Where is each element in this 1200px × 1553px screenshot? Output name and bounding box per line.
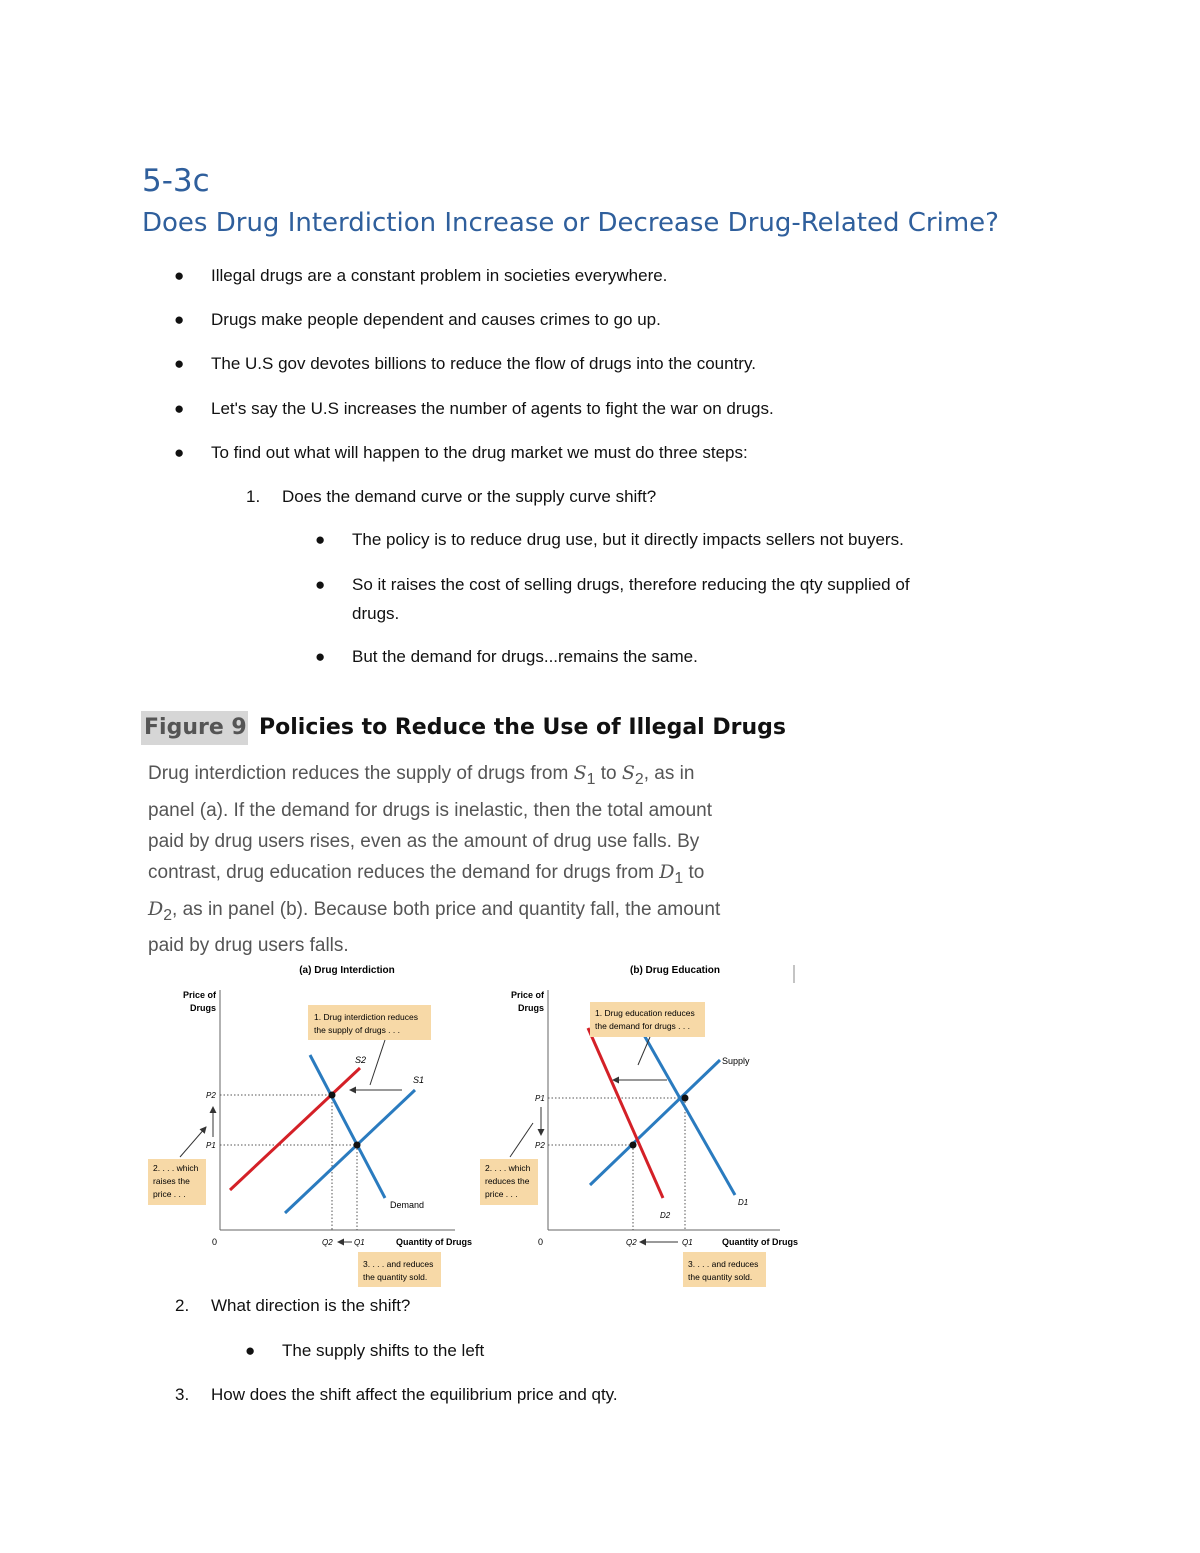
panel-a-annotation-1-leader — [370, 1040, 385, 1085]
panel-a-annotation-2: 2. . . . which — [153, 1163, 199, 1173]
panel-b-ylabel: Drugs — [517, 1003, 544, 1013]
panel-b-title: (b) Drug Education — [630, 965, 720, 976]
panel-a-p2-tick: P2 — [206, 1091, 216, 1100]
panel-a-demand-label: Demand — [390, 1200, 425, 1210]
panel-a-xlabel: Quantity of Drugs — [396, 1237, 472, 1247]
panel-b-annotation-3: the quantity sold. — [688, 1272, 753, 1282]
step-3: 3. How does the shift affect the equilibrium price and qty. — [175, 1385, 618, 1404]
panel-b-annotation-1-leader — [638, 1037, 650, 1065]
panel-a-s1-label: S1 — [413, 1075, 425, 1085]
bullet-icon: ● — [174, 354, 185, 373]
panel-a-price-arrow — [180, 1127, 206, 1157]
figure-caption: Drug interdiction reduces the supply of drugs from $S_1$ to $S_2$, as in panel (a). If the demand for drugs is inelastic, then the total amount paid by drug users rises, even as the amount of drug use falls. By contrast, drug education reduces the demand for drugs from $D_1$ to $D_2$, as in panel (b). Because both price and quantity fall, the amount paid by drug users falls. — [148, 762, 721, 957]
panel-b-d1-curve — [640, 1028, 735, 1195]
panel-a-ylabel: Drugs — [189, 1003, 216, 1013]
list-item: ● But the demand for drugs...remains the same. — [352, 643, 698, 671]
step-1: 1. Does the demand curve or the supply curve shift? — [246, 487, 657, 506]
section-number: 5-3c — [142, 163, 210, 199]
panel-b-annotation-2: price . . . — [485, 1189, 518, 1199]
bullet-icon: ● — [174, 443, 185, 462]
panel-a-equilibrium-old — [354, 1142, 361, 1149]
panel-a — [148, 965, 472, 1287]
panel-a-q1-tick: Q1 — [354, 1238, 365, 1247]
panel-b — [480, 965, 798, 1287]
panel-a-origin: 0 — [212, 1237, 218, 1247]
bullet-icon: ● — [315, 575, 326, 594]
figure-label: Figure 9 — [141, 711, 248, 745]
panel-b-p1-tick: P1 — [535, 1094, 545, 1103]
panel-b-xlabel: Quantity of Drugs — [722, 1237, 798, 1247]
panel-a-q2-tick: Q2 — [322, 1238, 333, 1247]
panel-a-s2-label: S2 — [355, 1055, 367, 1065]
bullet-icon: ● — [315, 530, 326, 549]
panel-b-ylabel: Price of — [510, 990, 544, 1000]
bullet-icon: ● — [245, 1341, 256, 1360]
panel-b-d2-label: D2 — [660, 1211, 671, 1220]
panel-a-p1-tick: P1 — [206, 1141, 216, 1150]
list-item: ● The policy is to reduce drug use, but it directly impacts sellers not buyers. — [352, 526, 904, 554]
panel-b-annotation-2: 2. . . . which — [485, 1163, 531, 1173]
panel-b-q1-tick: Q1 — [682, 1238, 693, 1247]
list-item: ● The supply shifts to the left — [282, 1337, 484, 1365]
panel-a-annotation-2: price . . . — [153, 1189, 186, 1199]
panel-b-annotation-3: 3. . . . and reduces — [688, 1259, 759, 1269]
panel-b-p2-tick: P2 — [535, 1141, 545, 1150]
figure-charts — [140, 955, 800, 1295]
list-item: ● To find out what will happen to the drug market we must do three steps: — [211, 439, 748, 467]
bullet-icon: ● — [174, 399, 185, 418]
list-item: ● Let's say the U.S increases the number of agents to fight the war on drugs. — [211, 395, 774, 423]
panel-b-d2-curve — [588, 1028, 663, 1198]
panel-a-equilibrium-new — [329, 1092, 336, 1099]
panel-a-demand-curve — [310, 1055, 385, 1198]
panel-b-d1-label: D1 — [738, 1198, 749, 1207]
panel-a-annotation-1: the supply of drugs . . . — [314, 1025, 400, 1035]
panel-a-ylabel: Price of — [182, 990, 216, 1000]
step-2: 2. What direction is the shift? — [175, 1296, 411, 1315]
panel-b-origin: 0 — [538, 1237, 544, 1247]
list-item: ● Illegal drugs are a constant problem in societies everywhere. — [211, 262, 667, 290]
list-item: ● The U.S gov devotes billions to reduce the flow of drugs into the country. — [211, 350, 756, 378]
bullet-icon: ● — [315, 647, 326, 666]
panel-a-annotation-1: 1. Drug interdiction reduces — [314, 1012, 418, 1022]
panel-b-equilibrium-new — [630, 1142, 637, 1149]
panel-b-equilibrium-old — [682, 1095, 689, 1102]
panel-a-annotation-2: raises the — [153, 1176, 190, 1186]
panel-b-supply-label: Supply — [722, 1056, 750, 1066]
list-item: ● So it raises the cost of selling drugs, therefore reducing the qty supplied of — [352, 571, 910, 599]
bullet-icon: ● — [174, 266, 185, 285]
panel-b-q2-tick: Q2 — [626, 1238, 637, 1247]
bullet-icon: ● — [174, 310, 185, 329]
panel-a-s2-curve — [230, 1068, 360, 1190]
panel-a-title: (a) Drug Interdiction — [299, 965, 395, 976]
list-item: ● Drugs make people dependent and causes crimes to go up. — [211, 306, 661, 334]
section-title: Does Drug Interdiction Increase or Decrease Drug-Related Crime? — [142, 208, 999, 238]
list-item-continued: drugs. — [352, 604, 400, 623]
panel-b-annotation-1: the demand for drugs . . . — [595, 1021, 690, 1031]
panel-a-annotation-3: the quantity sold. — [363, 1272, 428, 1282]
panel-b-price-arrow — [510, 1123, 533, 1157]
panel-b-annotation-1: 1. Drug education reduces — [595, 1008, 695, 1018]
panel-a-s1-curve — [285, 1090, 415, 1213]
figure-title: Policies to Reduce the Use of Illegal Drugs — [259, 715, 787, 740]
panel-b-annotation-2: reduces the — [485, 1176, 530, 1186]
panel-a-annotation-3: 3. . . . and reduces — [363, 1259, 434, 1269]
